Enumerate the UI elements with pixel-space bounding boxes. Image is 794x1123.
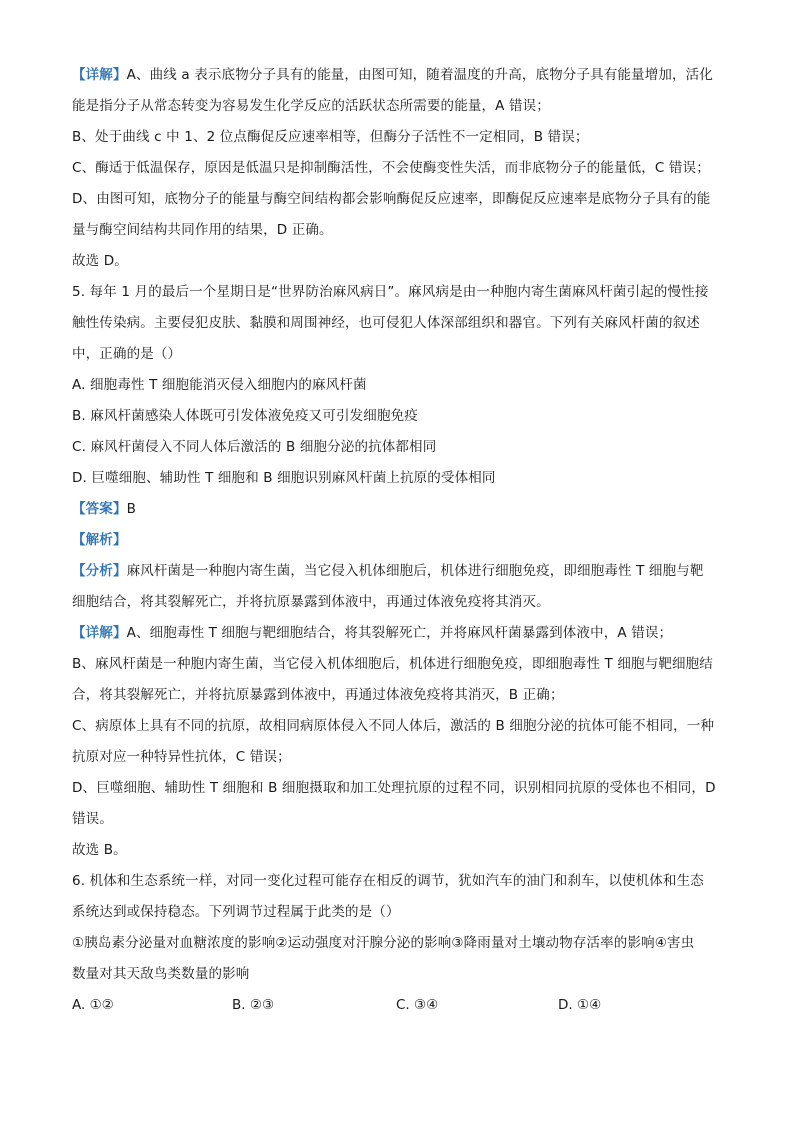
q5-detail-line-3: 合，将其裂解死亡，并将抗原暴露到体液中，再通过体液免疫将其消灭，B 正确；	[72, 687, 564, 703]
q5-detail-line-5: 抗原对应一种特异性抗体，C 错误；	[72, 749, 291, 765]
q5-fenxi-line-1	[72, 556, 732, 587]
q5-option-d: D. 巨噬细胞、辅助性 T 细胞和 B 细胞识别麻风杆菌上抗原的受体相同	[72, 470, 496, 486]
q6-option-b: B. ②③	[232, 997, 275, 1013]
q5-analysis-heading	[72, 525, 732, 556]
q6-stem-line-2: 系统达到或保持稳态。下列调节过程属于此类的是（）	[72, 904, 400, 920]
q4-detail-line-1	[72, 60, 732, 91]
q5-detail-line-6: D、巨噬细胞、辅助性 T 细胞和 B 细胞摄取和加工处理抗原的过程不同，识别相同抗原的受体也不相同，D	[72, 780, 716, 796]
q6-stem-line-3: ①胰岛素分泌量对血糖浓度的影响②运动强度对汗腺分泌的影响③降雨量对土壤动物存活率的影响④害虫	[72, 935, 695, 951]
q6-option-a: A. ①②	[72, 997, 114, 1013]
q6-stem-line-1: 6. 机体和生态系统一样，对同一变化过程可能存在相反的调节，犹如汽车的油门和刹车，以使机体和生态	[72, 873, 704, 889]
q4-detail-text: A、曲线 a 表示底物分子具有的能量，由图可知，随着温度的升高，底物分子具有能量增加，活化	[126, 67, 713, 83]
q4-detail-tag: 【详解】	[72, 67, 127, 83]
q5-fenxi-line-2: 细胞结合，将其裂解死亡，并将抗原暴露到体液中，再通过体液免疫将其消灭。	[72, 594, 550, 610]
q5-answer-value: B	[126, 501, 137, 517]
q5-stem-line-3: 中，正确的是（）	[72, 346, 182, 362]
q5-detail-line-7: 错误。	[72, 811, 113, 827]
q5-answer-tag: 【答案】	[72, 501, 127, 517]
q4-detail-line-6: 量与酶空间结构共同作用的结果，D 正确。	[72, 222, 333, 238]
q5-option-c: C. 麻风杆菌侵入不同人体后激活的 B 细胞分泌的抗体都相同	[72, 439, 437, 455]
q5-analysis-tag: 【解析】	[72, 532, 127, 548]
q5-detail-line-4: C、病原体上具有不同的抗原，故相同病原体侵入不同人体后，激活的 B 细胞分泌的抗体可能不相同，一种	[72, 718, 715, 734]
q4-detail-line-3: B、处于曲线 c 中 1、2 位点酶促反应速率相等，但酶分子活性不一定相同，B 错误；	[72, 129, 589, 145]
document-page	[72, 60, 732, 1021]
q6-option-c: C. ③④	[396, 997, 439, 1013]
q5-answer	[72, 494, 732, 525]
q5-stem-line-1: 5. 每年 1 月的最后一个星期日是“世界防治麻风病日”。麻风病是由一种胞内寄生菌麻风杆菌引起的慢性接	[72, 284, 709, 300]
q5-fenxi-text: 麻风杆菌是一种胞内寄生菌，当它侵入机体细胞后，机体进行细胞免疫，即细胞毒性 T 细胞与靶	[126, 563, 704, 579]
q5-stem-line-2: 触性传染病。主要侵犯皮肤、黏膜和周围神经，也可侵犯人体深部组织和器官。下列有关麻风杆菌的叙述	[72, 315, 700, 331]
q5-option-a: A. 细胞毒性 T 细胞能消灭侵入细胞内的麻风杆菌	[72, 377, 367, 393]
q4-detail-line-2: 能是指分子从常态转变为容易发生化学反应的活跃状态所需要的能量，A 错误；	[72, 98, 550, 114]
q6-option-d: D. ①④	[558, 997, 602, 1013]
q5-detail-line-1	[72, 618, 732, 649]
q5-detail-text: A、细胞毒性 T 细胞与靶细胞结合，将其裂解死亡，并将麻风杆菌暴露到体液中，A 错误；	[126, 625, 673, 641]
q6-options-row	[72, 990, 732, 1021]
q4-detail-line-4: C、酶适于低温保存，原因是低温只是抑制酶活性，不会使酶变性失活，而非底物分子的能量低，C 错误；	[72, 160, 710, 176]
q4-detail-line-5: D、由图可知，底物分子的能量与酶空间结构都会影响酶促反应速率，即酶促反应速率是底物分子具有的能	[72, 191, 711, 207]
q5-conclusion: 故选 B。	[72, 842, 127, 858]
q5-detail-tag: 【详解】	[72, 625, 127, 641]
q5-fenxi-tag: 【分析】	[72, 563, 127, 579]
q5-option-b: B. 麻风杆菌感染人体既可引发体液免疫又可引发细胞免疫	[72, 408, 418, 424]
q5-detail-line-2: B、麻风杆菌是一种胞内寄生菌，当它侵入机体细胞后，机体进行细胞免疫，即细胞毒性 T 细胞与靶细胞结	[72, 656, 713, 672]
q6-stem-line-4: 数量对其天敌鸟类数量的影响	[72, 966, 250, 982]
q4-conclusion: 故选 D。	[72, 253, 128, 269]
